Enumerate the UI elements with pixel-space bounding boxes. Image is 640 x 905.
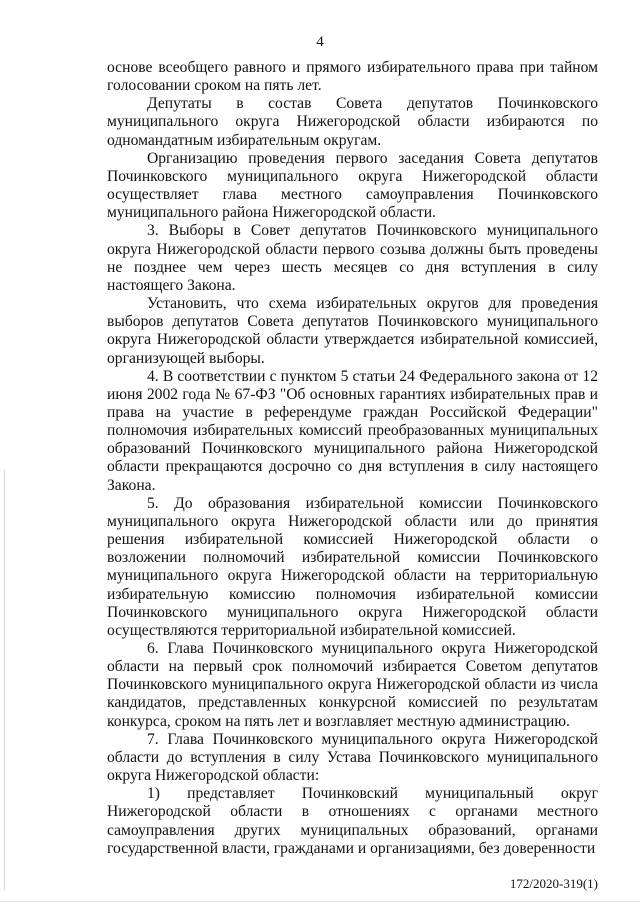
document-body <box>107 59 598 858</box>
paragraph-deputies-election: Депутаты в состав Совета депутатов Починковского муниципального округа Нижегородской области избираются по одномандатным избирательным округам. <box>107 95 598 149</box>
paragraph-first-session: Организацию проведения первого заседания Совета депутатов Починковского муниципального округа Нижегородской области осуществляет глава местного самоуправления Починковского муниципального района Нижегородской области. <box>107 149 598 222</box>
page-number: 4 <box>316 34 324 50</box>
paragraph-item-3: 3. Выборы в Совет депутатов Починковского муниципального округа Нижегородской области первого созыва должны быть проведены не позднее чем через шесть месяцев со дня вступления в силу настоящего Закона. <box>107 222 598 294</box>
paragraph-item-6: 6. Глава Починковского муниципального округа Нижегородской области на первый срок полномочий избирается Советом депутатов Починковского муниципального округа Нижегородской области из числа кандидатов, представленных конкурсной комиссией по результатам конкурса, сроком на пять лет и возглавляет местную администрацию. <box>107 640 598 730</box>
paragraph-district-scheme: Установить, что схема избирательных округов для проведения выборов депутатов Совета депутатов Починковского муниципального округа Нижегородской области утверждается избирательной комиссией, организующей выборы. <box>107 295 598 367</box>
paragraph-item-4: 4. В соответствии с пунктом 5 статьи 24 Федерального закона от 12 июня 2002 года № 67-ФЗ "Об основных гарантиях избирательных прав и права на участие в референдуме граждан Российской Федерации" полномочия избирательных комиссий преобразованных муниципальных образований Починковского муниципального района Нижегородской области прекращаются досрочно со дня вступления в силу настоящего Закона. <box>107 367 598 494</box>
paragraph-item-7: 7. Глава Починковского муниципального округа Нижегородской области до вступления в силу Устава Починковского муниципального округа Нижегородской области: <box>107 730 598 785</box>
scan-edge-bottom <box>0 901 640 902</box>
paragraph-subitem-1: 1) представляет Починковский муниципальный округ Нижегородской области в отношениях с органами местного самоуправления других муниципальных образований, органами государственной власти, гражданами и организациями, без доверенности <box>107 785 598 857</box>
paragraph-item-5: 5. До образования избирательной комиссии Починковского муниципального округа Нижегородской области или до принятия решения избирательной комиссией Нижегородской области о возложении полномочий избирательной комиссии Починковского муниципального округа Нижегородской области на территориальную избирательную комиссию полномочия избирательной комиссии Починковского муниципального округа Нижегородской области осуществляются территориальной избирательной комиссией. <box>107 494 598 639</box>
paragraph-continuation: основе всеобщего равного и прямого избирательного права при тайном голосовании сроком на пять лет. <box>107 59 598 95</box>
document-code: 172/2020-319(1) <box>509 876 598 891</box>
scan-edge-left <box>4 470 5 890</box>
